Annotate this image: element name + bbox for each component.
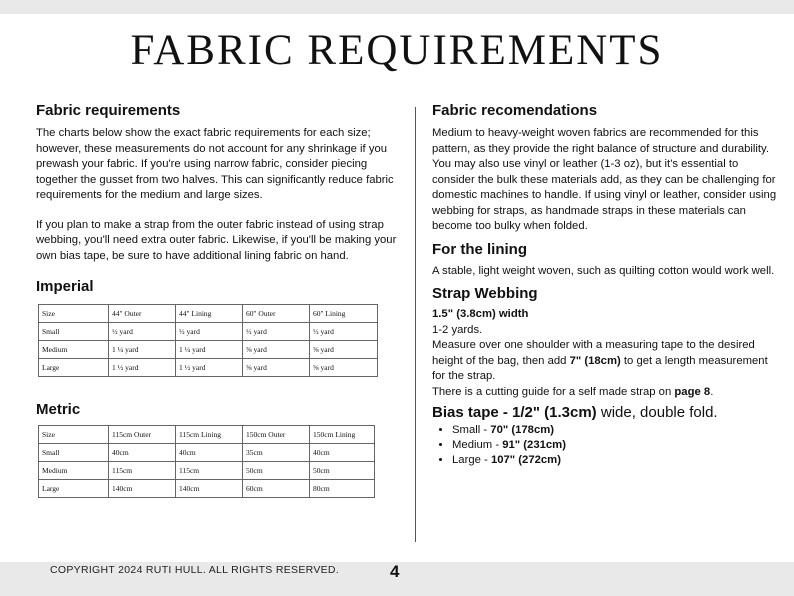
table-header-cell: 150cm Outer <box>243 426 310 444</box>
table-cell: 40cm <box>176 444 243 462</box>
metric-heading: Metric <box>36 401 81 418</box>
table-row <box>39 341 378 359</box>
table-cell: Medium <box>39 341 109 359</box>
imperial-heading: Imperial <box>36 278 94 295</box>
table-header-cell: 44" Outer <box>109 305 176 323</box>
table-cell: Small <box>39 444 109 462</box>
strap-guide-text-a: There is a cutting guide for a self made strap on <box>432 385 675 398</box>
table-cell: 50cm <box>310 462 375 480</box>
table-cell: ½ yard <box>176 323 243 341</box>
table-cell: ⅝ yard <box>243 341 310 359</box>
table-cell: 140cm <box>176 480 243 498</box>
strap-guide-text <box>432 385 777 401</box>
table-cell: 1 ½ yard <box>109 359 176 377</box>
bias-tape-desc: wide, double fold. <box>596 404 718 421</box>
strap-extra-length: 7" (18cm) <box>569 354 621 367</box>
bias-size-label: Medium - <box>452 439 503 451</box>
strap-measure-text-c: to get a length measurement for the strap. <box>432 354 768 382</box>
copyright-text: COPYRIGHT 2024 RUTI HULL. ALL RIGHTS RESERVED. <box>50 564 340 576</box>
table-cell: 1 ¼ yard <box>109 341 176 359</box>
bias-size-label: Small - <box>452 424 491 436</box>
table-cell: Large <box>39 480 109 498</box>
table-cell: 40cm <box>310 444 375 462</box>
strap-yards: 1-2 yards. <box>432 323 483 336</box>
table-header-cell: 60" Outer <box>243 305 310 323</box>
bias-tape-list <box>432 423 777 468</box>
left-column <box>36 102 406 498</box>
table-row <box>39 359 378 377</box>
table-header-row <box>39 426 375 444</box>
table-cell: 115cm <box>109 462 176 480</box>
list-item <box>452 423 777 438</box>
table-cell: Large <box>39 359 109 377</box>
table-cell: ⅝ yard <box>243 359 310 377</box>
table-header-cell: 115cm Lining <box>176 426 243 444</box>
strap-measure-text <box>432 338 777 385</box>
table-cell: 115cm <box>176 462 243 480</box>
bias-tape-heading <box>432 404 777 421</box>
bias-tape-size: Bias tape - 1/2" (1.3cm) <box>432 404 597 421</box>
table-cell: 50cm <box>243 462 310 480</box>
table-row <box>39 323 378 341</box>
table-header-cell: 150cm Lining <box>310 426 375 444</box>
table-cell: ½ yard <box>243 323 310 341</box>
table-header-row <box>39 305 378 323</box>
strap-guide-text-c: . <box>710 385 714 398</box>
requirements-paragraph-1: The charts below show the exact fabric requirements for each size; however, these measurements do not account for any shrinkage if you prewash your fabric. If you're using narrow fabric, consider piecing together the gusset from two halves. This can significantly reduce fabric requirements for the medium and large sizes. <box>36 127 394 201</box>
bias-size-value: 70" (178cm) <box>490 424 555 436</box>
column-divider <box>415 107 416 542</box>
table-cell: 35cm <box>243 444 310 462</box>
strap-webbing-heading: Strap Webbing <box>432 285 538 302</box>
lining-heading: For the lining <box>432 240 527 258</box>
table-cell: ⅝ yard <box>310 341 378 359</box>
page-number: 4 <box>390 562 400 581</box>
table-row <box>39 480 375 498</box>
list-item <box>452 438 777 453</box>
table-cell: 80cm <box>310 480 375 498</box>
table-cell: 40cm <box>109 444 176 462</box>
table-row <box>39 462 375 480</box>
table-cell: ½ yard <box>109 323 176 341</box>
table-cell: 1 ¼ yard <box>176 341 243 359</box>
bias-size-value: 91" (231cm) <box>502 439 566 451</box>
fabric-recommendations-heading: Fabric recomendations <box>432 102 598 119</box>
strap-guide-page: page 8 <box>674 385 711 398</box>
page-title: FABRIC REQUIREMENTS <box>130 27 664 74</box>
fabric-requirements-heading: Fabric requirements <box>36 102 181 119</box>
imperial-table <box>38 304 378 377</box>
requirements-paragraph-2: If you plan to make a strap from the outer fabric instead of using strap webbing, you'll need extra outer fabric. Likewise, if you'll be making your own bias tape, be sure to have additional lining fabric on hand. <box>36 218 397 262</box>
table-header-cell: Size <box>39 305 109 323</box>
recommendations-paragraph: Medium to heavy-weight woven fabrics are recommended for this pattern, as they provide the right balance of structure and durability. You may also use vinyl or leather (1-3 oz), but it's essential to consider the bulk these materials add, as they can be challenging for domestic machines to handle. If using vinyl or leather, consider using webbing for straps, as handmade straps in these materials can become too bulky when folded. <box>432 127 777 232</box>
list-item <box>452 453 777 468</box>
table-header-cell: 44" Lining <box>176 305 243 323</box>
table-cell: Medium <box>39 462 109 480</box>
bias-size-value: 107" (272cm) <box>490 454 561 466</box>
table-row <box>39 444 375 462</box>
strap-width: 1.5" (3.8cm) width <box>432 308 529 320</box>
right-column <box>432 102 777 468</box>
metric-table <box>38 425 375 498</box>
table-cell: ⅝ yard <box>310 359 378 377</box>
table-cell: Small <box>39 323 109 341</box>
table-cell: 1 ½ yard <box>176 359 243 377</box>
table-header-cell: Size <box>39 426 109 444</box>
table-cell: 140cm <box>109 480 176 498</box>
table-header-cell: 60" Lining <box>310 305 378 323</box>
strap-measure-text-a: Measure over one shoulder with a measuring tape to the desired height of the bag, then add <box>432 339 755 367</box>
bias-size-label: Large - <box>452 454 491 466</box>
table-header-cell: 115cm Outer <box>109 426 176 444</box>
lining-text: A stable, light weight woven, such as quilting cotton would work well. <box>432 264 775 277</box>
table-cell: ½ yard <box>310 323 378 341</box>
table-cell: 60cm <box>243 480 310 498</box>
